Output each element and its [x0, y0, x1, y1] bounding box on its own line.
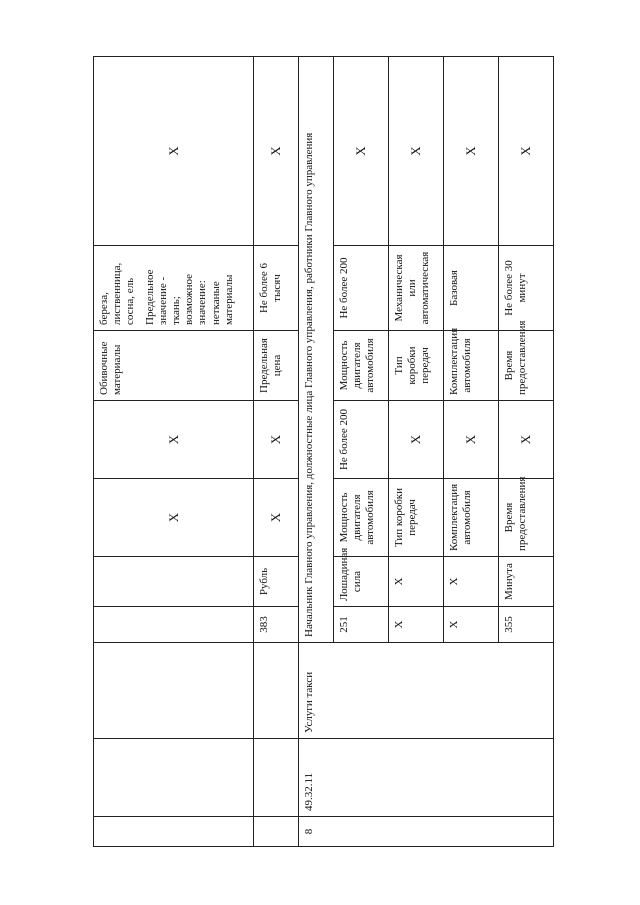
cell-x: X: [254, 57, 299, 246]
cell-x: X: [334, 57, 389, 246]
okpd-code: 49.32.11: [299, 739, 554, 817]
upholstery-value: береза, лиственница, сосна, ель Предельное значение - ткань; возможное значение: нетканые материалы: [94, 246, 254, 331]
table-row: [94, 57, 254, 847]
requirements-table: [93, 56, 554, 847]
table-row: X X Комплектация автомобиля X Комплектация автомобиля Базовая X: [444, 57, 499, 847]
cell-x: X: [254, 479, 299, 557]
table-row: 355 Минута Время предоставления X Время предоставления Не более 30 минут X: [499, 57, 554, 847]
table-row: [299, 57, 334, 847]
price-value: Не более 6 тысяч: [254, 246, 299, 331]
price-code: 383: [254, 607, 299, 643]
table-row: 251 Лошадиная сила Мощность двигателя автомобиля Не более 200 Мощность двигателя автомобиля Не более 200 X: [334, 57, 389, 847]
cell-x: X: [94, 479, 254, 557]
table-row: X X Тип коробки передач X Тип коробки передач Механическая или автоматическая X: [389, 57, 444, 847]
cell-x: X: [499, 57, 554, 246]
cell-x: X: [94, 57, 254, 246]
wood-species: береза, лиственница, сосна, ель: [98, 262, 137, 325]
cell-x: X: [254, 401, 299, 479]
service-name: Услуги такси: [299, 643, 554, 739]
category-span-header: Начальник Главного управления, должностные лица Главного управления, работники Главного управления: [299, 57, 334, 643]
row-number: 8: [299, 817, 554, 847]
upholstery-label: Обивочные материалы: [94, 331, 254, 401]
cell-x: X: [389, 57, 444, 246]
cell-x: X: [94, 401, 254, 479]
cell-x: X: [444, 57, 499, 246]
table-row: [254, 57, 299, 847]
price-unit: Рубль: [254, 557, 299, 607]
price-label: Предельная цена: [254, 331, 299, 401]
